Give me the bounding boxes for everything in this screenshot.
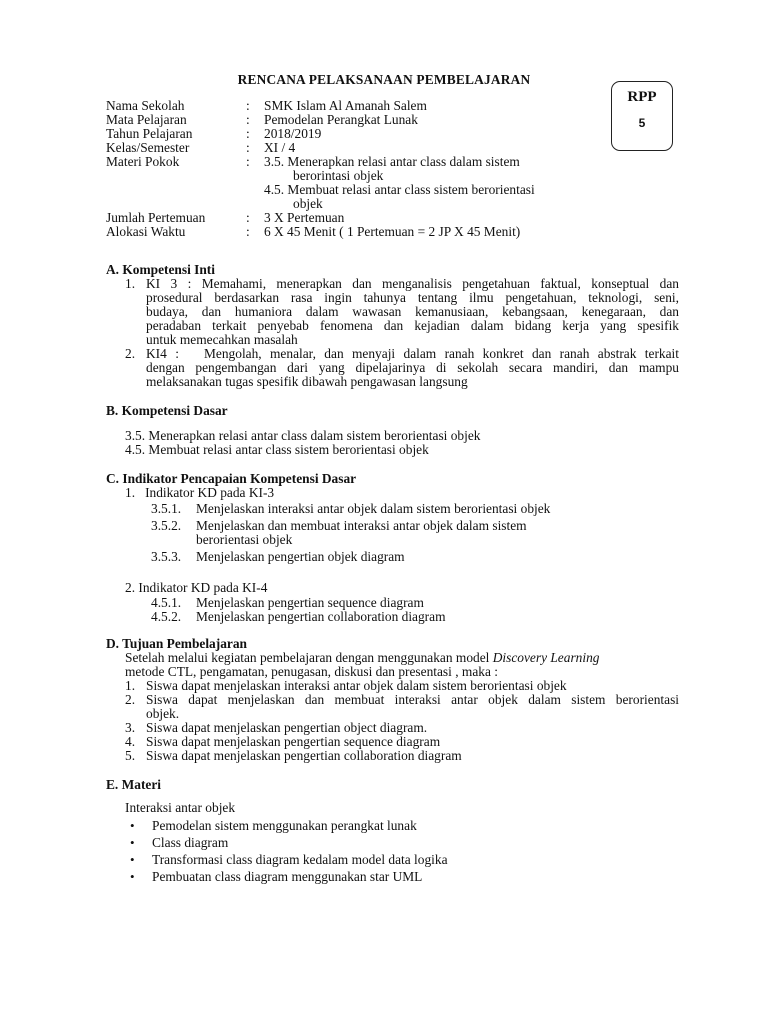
indicator-text: Menjelaskan pengertian sequence diagram (196, 595, 424, 610)
ki4-line: melaksanakan tugas spesifik dibawah pengawasan langsung (146, 374, 468, 389)
ki3-line: budaya, dan humaniora dalam wawasan kemanusiaan, kebangsaan, kenegaraan, dan (146, 304, 679, 319)
identity-colon: : (246, 112, 250, 127)
materi-pokok-line: berorintasi objek (293, 168, 384, 183)
document-title: RENCANA PELAKSANAAN PEMBELAJARAN (237, 72, 531, 87)
indicator-number: 3.5.2. (151, 518, 182, 533)
identity-label: Nama Sekolah (106, 98, 185, 113)
indicator-number: 3.5.1. (151, 501, 182, 516)
section-e-heading: E. Materi (106, 777, 162, 792)
list-number: 2. (125, 346, 136, 361)
identity-colon: : (246, 98, 250, 113)
bullet-icon: • (130, 852, 135, 867)
section-a-heading: A. Kompetensi Inti (106, 262, 215, 277)
identity-colon: : (246, 140, 250, 155)
indicator-text: Menjelaskan pengertian objek diagram (196, 549, 405, 564)
list-number: 5. (125, 748, 136, 763)
ki3-line: KI 3 : Memahami, menerapkan dan menganalisis pengetahuan faktual, konseptual dan (146, 276, 679, 291)
indicator-text: Menjelaskan dan membuat interaksi antar objek dalam sistem (196, 518, 527, 533)
identity-value: 3 X Pertemuan (264, 210, 345, 225)
indicator-text: Menjelaskan interaksi antar objek dalam sistem berorientasi objek (196, 501, 551, 516)
indicator-group-title: 2. Indikator KD pada KI-4 (125, 580, 268, 595)
list-number: 1. (125, 276, 136, 291)
kd-item: 4.5. Membuat relasi antar class sistem berorientasi objek (125, 442, 429, 457)
identity-value: 2018/2019 (264, 126, 322, 141)
tujuan-item: Siswa dapat menjelaskan interaksi antar objek dalam sistem berorientasi objek (146, 678, 567, 693)
identity-colon: : (246, 224, 250, 239)
section-b-heading: B. Kompetensi Dasar (106, 403, 228, 418)
ki4-line: dengan pengembangan dari yang dipelajarinya di sekolah secara mandiri, dan mampu (146, 360, 679, 375)
identity-colon: : (246, 210, 250, 225)
ki4-line: KI4 : Mengolah, menalar, dan menyaji dalam ranah konkret dan ranah abstrak terkait (146, 346, 679, 361)
identity-label: Mata Pelajaran (106, 112, 187, 127)
materi-pokok-line: objek (293, 196, 323, 211)
list-number: 1. (125, 678, 136, 693)
materi-intro: Interaksi antar objek (125, 800, 236, 815)
identity-value: 6 X 45 Menit ( 1 Pertemuan = 2 JP X 45 Menit) (264, 224, 521, 239)
indicator-number: 4.5.1. (151, 595, 182, 610)
identity-label: Alokasi Waktu (106, 224, 186, 239)
indicator-text: Menjelaskan pengertian collaboration diagram (196, 609, 446, 624)
identity-colon: : (246, 126, 250, 141)
bullet-icon: • (130, 818, 135, 833)
indicator-group-title: 1. Indikator KD pada KI-3 (125, 485, 275, 500)
identity-value: 3.5. Menerapkan relasi antar class dalam sistem (264, 154, 520, 169)
identity-value: SMK Islam Al Amanah Salem (264, 98, 427, 113)
indicator-number: 3.5.3. (151, 549, 182, 564)
materi-pokok-line: 4.5. Membuat relasi antar class sistem berorientasi (264, 182, 535, 197)
list-number: 3. (125, 720, 136, 735)
section-d-heading: D. Tujuan Pembelajaran (106, 636, 247, 651)
rpp-badge (611, 81, 673, 151)
rpp-badge-label: RPP (627, 89, 657, 105)
list-number: 2. (125, 692, 136, 707)
tujuan-item: Siswa dapat menjelaskan pengertian sequence diagram (146, 734, 441, 749)
kd-item: 3.5. Menerapkan relasi antar class dalam sistem berorientasi objek (125, 428, 481, 443)
ki3-line: untuk memecahkan masalah (146, 332, 298, 347)
bullet-icon: • (130, 835, 135, 850)
identity-label: Tahun Pelajaran (106, 126, 193, 141)
ki3-line: peradaban terkait penyebab fenomena dan kejadian dalam bidang kerja yang spesifik (146, 318, 679, 333)
ki3-line: prosedural berdasarkan rasa ingin tahunya tentang ilmu pengetahuan, teknologi, seni, (146, 290, 679, 305)
section-c-heading: C. Indikator Pencapaian Kompetensi Dasar (106, 471, 357, 486)
rpp-badge-number: 5 (638, 116, 646, 130)
identity-colon: : (246, 154, 250, 169)
list-number: 4. (125, 734, 136, 749)
identity-label: Kelas/Semester (106, 140, 190, 155)
indicator-number: 4.5.2. (151, 609, 182, 624)
materi-item: Pembuatan class diagram menggunakan star UML (152, 869, 423, 884)
identity-label: Materi Pokok (106, 154, 180, 169)
tujuan-item: Siswa dapat menjelaskan pengertian collaboration diagram (146, 748, 462, 763)
tujuan-item: objek. (146, 706, 180, 721)
tujuan-item: Siswa dapat menjelaskan pengertian object diagram. (146, 720, 428, 735)
tujuan-intro-text: Setelah melalui kegiatan pembelajaran dengan menggunakan model (125, 650, 493, 665)
tujuan-intro: metode CTL, pengamatan, penugasan, diskusi dan presentasi , maka : (125, 664, 498, 679)
tujuan-intro-model: Discovery Learning (492, 650, 600, 665)
bullet-icon: • (130, 869, 135, 884)
identity-label: Jumlah Pertemuan (106, 210, 206, 225)
materi-item: Class diagram (152, 835, 229, 850)
indicator-text: berorientasi objek (196, 532, 293, 547)
materi-item: Transformasi class diagram kedalam model data logika (152, 852, 448, 867)
identity-value: Pemodelan Perangkat Lunak (264, 112, 418, 127)
tujuan-item: Siswa dapat menjelaskan dan membuat interaksi antar objek dalam sistem berorientasi (146, 692, 679, 707)
materi-item: Pemodelan sistem menggunakan perangkat lunak (152, 818, 417, 833)
identity-value: XI / 4 (264, 140, 296, 155)
